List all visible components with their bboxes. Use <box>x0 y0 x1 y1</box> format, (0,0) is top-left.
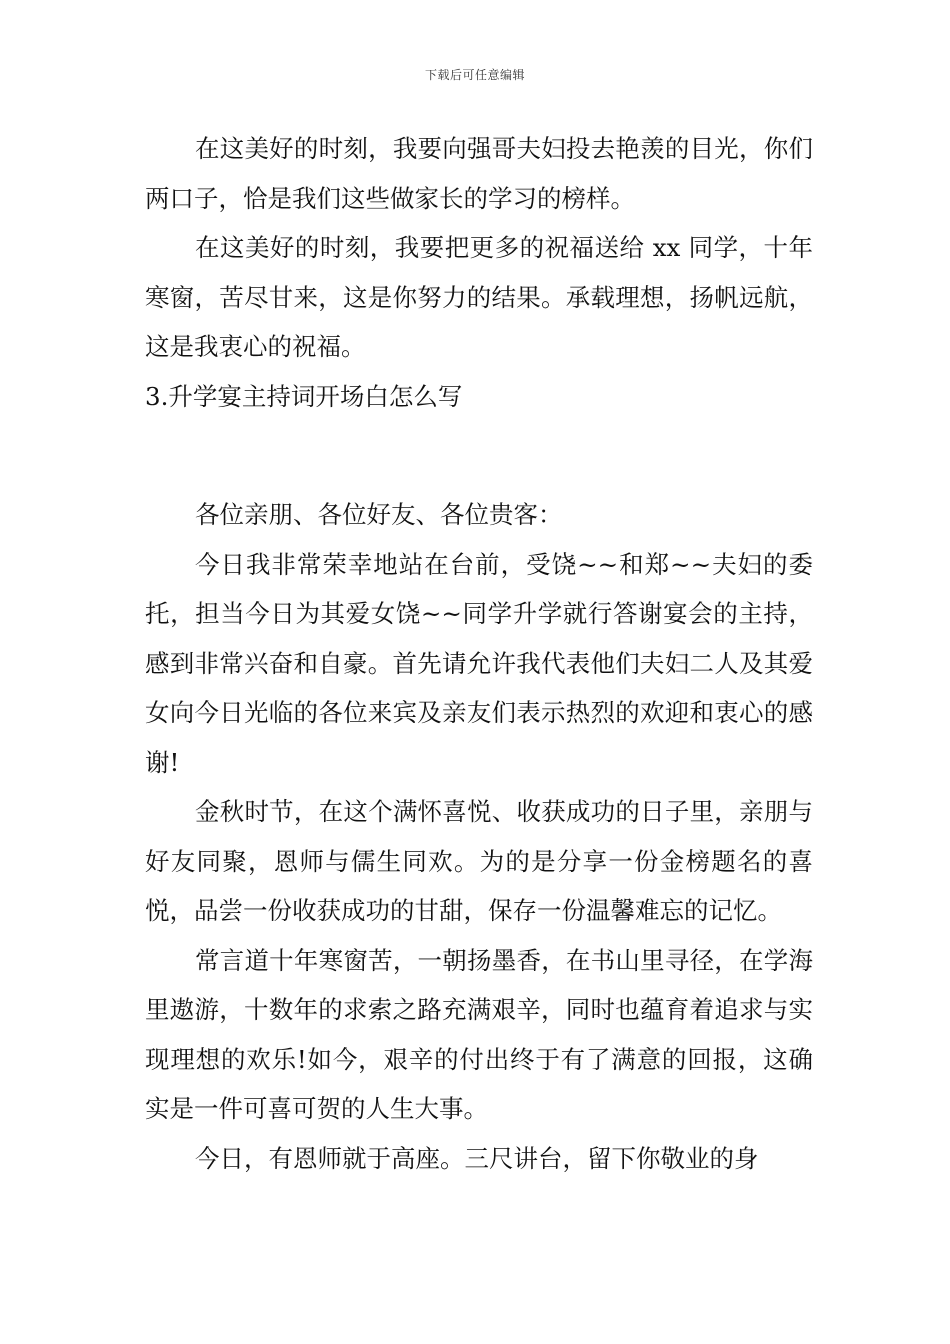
paragraph-greeting: 各位亲朋、各位好友、各位贵客： <box>195 500 563 529</box>
paragraph-6: 常言道十年寒窗苦，一朝扬墨香，在书山里寻径，在学海里遨游，十数年的求索之路充满艰辛，同时也蕴育着追求与实现理想的欢乐!如今，艰辛的付出终于有了满意的回报，这确实是一件可喜可贺的人生大事。 <box>145 945 813 1123</box>
paragraph-5: 金秋时节，在这个满怀喜悦、收获成功的日子里，亲朋与好友同聚，恩师与儒生同欢。为的是分享一份金榜题名的喜悦，品尝一份收获成功的甘甜，保存一份温馨难忘的记忆。 <box>145 797 813 925</box>
paragraph-1: 在这美好的时刻，我要向强哥夫妇投去艳羡的目光，你们两口子，恰是我们这些做家长的学习的榜样。 <box>145 134 813 213</box>
paragraph-7: 今日，有恩师就于高座。三尺讲台，留下你敬业的身 <box>195 1143 759 1173</box>
page-header: 下载后可任意编辑 <box>424 68 525 82</box>
document-body <box>145 124 813 1183</box>
section-gap <box>145 421 813 470</box>
paragraph-4: 今日我非常荣幸地站在台前，受饶~~和郑~~夫妇的委托，担当今日为其爱女饶~~同学升学就行答谢宴会的主持，感到非常兴奋和自豪。首先请允许我代表他们夫妇二人及其爱女向今日光临的各位来宾及亲友们表示热烈的欢迎和衷心的感谢! <box>145 549 813 777</box>
paragraph-2: 在这美好的时刻，我要把更多的祝福送给 xx 同学，十年寒窗，苦尽甘来，这是你努力的结果。承载理想，扬帆远航，这是我衷心的祝福。 <box>145 233 813 361</box>
section-heading: 3.升学宴主持词开场白怎么写 <box>145 381 463 411</box>
